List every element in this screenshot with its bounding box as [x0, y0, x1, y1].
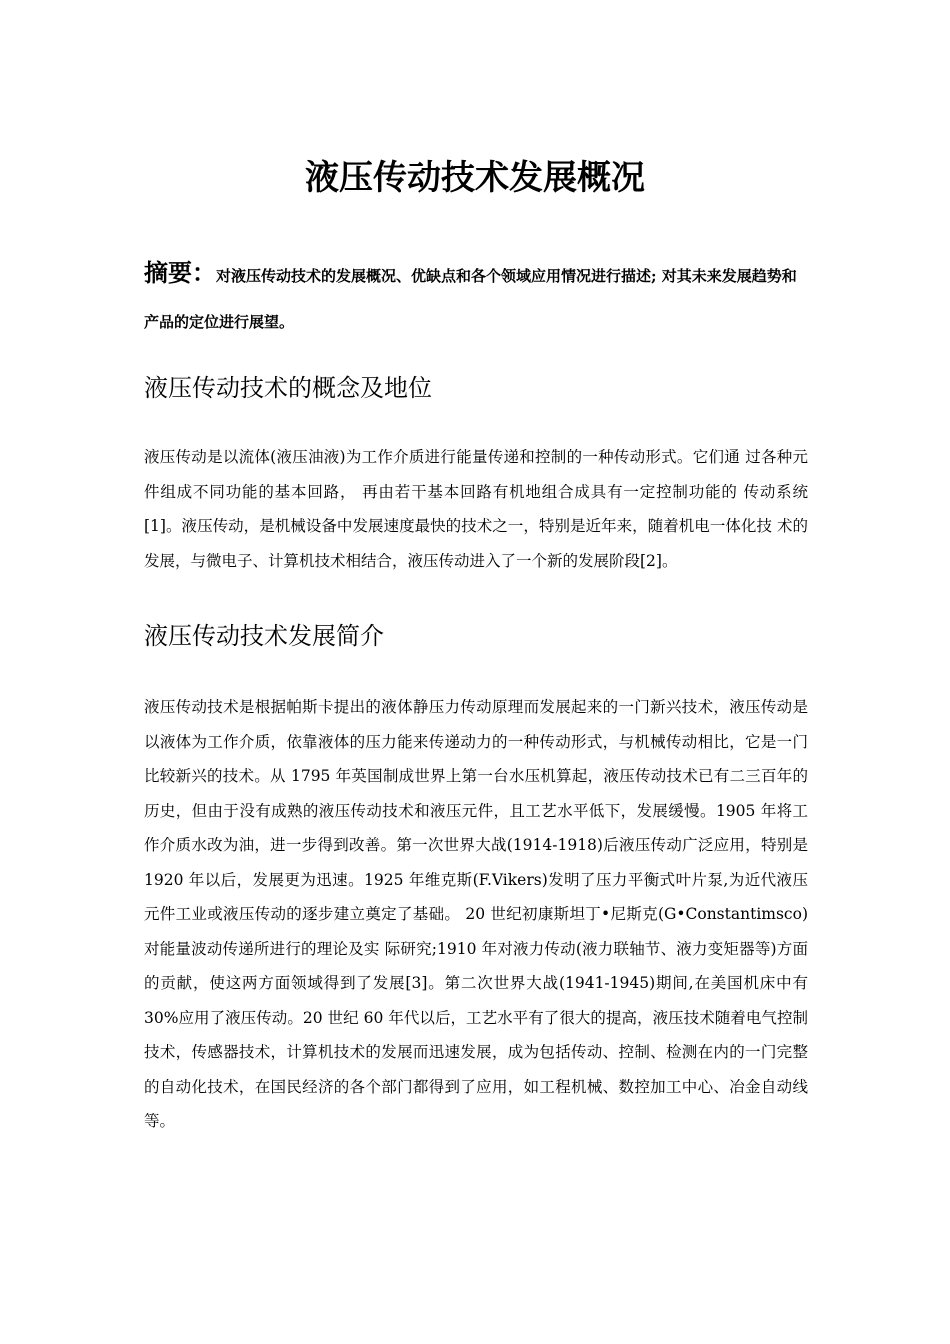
- section-body-history: 液压传动技术是根据帕斯卡提出的液体静压力传动原理而发展起来的一门新兴技术，液压传动是以液体为工作介质，依靠液体的压力能来传递动力的一种传动形式，与机械传动相比，它是一门比较新兴的技术。从 1795 年英国制成世界上第一台水压机算起，液压传动技术已有二三百年的历史，但由于没有成熟的液压传动技术和液压元件，且工艺水平低下，发展缓慢。1905 年将工作介质水改为油，进一步得到改善。第一次世界大战(1914-1918)后液压传动广泛应用，特别是 1920 年以后，发展更为迅速。1925 年维克斯(F.Vikers)发明了压力平衡式叶片泵,为近代液压元件工业或液压传动的逐步建立奠定了基础。 20 世纪初康斯坦丁•尼斯克(G•Constantimsco)对能量波动传递所进行的理论及实 际研究;1910 年对液力传动(液力联轴节、液力变矩器等)方面的贡献，使这两方面领域得到了发展[3]。第二次世界大战(1941-1945)期间,在美国机床中有 30%应用了液压传动。20 世纪 60 年代以后，工艺水平有了很大的提高，液压技术随着电气控制技术，传感器技术，计算机技术的发展而迅速发展，成为包括传动、控制、检测在内的一门完整的自动化技术，在国民经济的各个部门都得到了应用，如工程机械、数控加工中心、冶金自动线等。: [144, 698, 808, 1130]
- abstract-label: 摘要：: [144, 258, 216, 287]
- section-heading-concept: 液压传动技术的概念及地位: [144, 374, 432, 402]
- abstract-text: 对液压传动技术的发展概况、优缺点和各个领域应用情况进行描述; 对其未来发展趋势和产品的定位进行展望。: [144, 267, 797, 331]
- abstract: [144, 250, 808, 345]
- section-heading-history: 液压传动技术发展简介: [144, 622, 384, 650]
- document-title: 液压传动技术发展概况: [305, 158, 645, 198]
- section-body-concept: 液压传动是以流体(液压油液)为工作介质进行能量传递和控制的一种传动形式。它们通 过各种元件组成不同功能的基本回路， 再由若干基本回路有机地组合成具有一定控制功能的 传动系统[1]。液压传动，是机械设备中发展速度最快的技术之一，特别是近年来，随着机电一体化技 术的发展，与微电子、计算机技术相结合，液压传动进入了一个新的发展阶段[2]。: [144, 448, 808, 570]
